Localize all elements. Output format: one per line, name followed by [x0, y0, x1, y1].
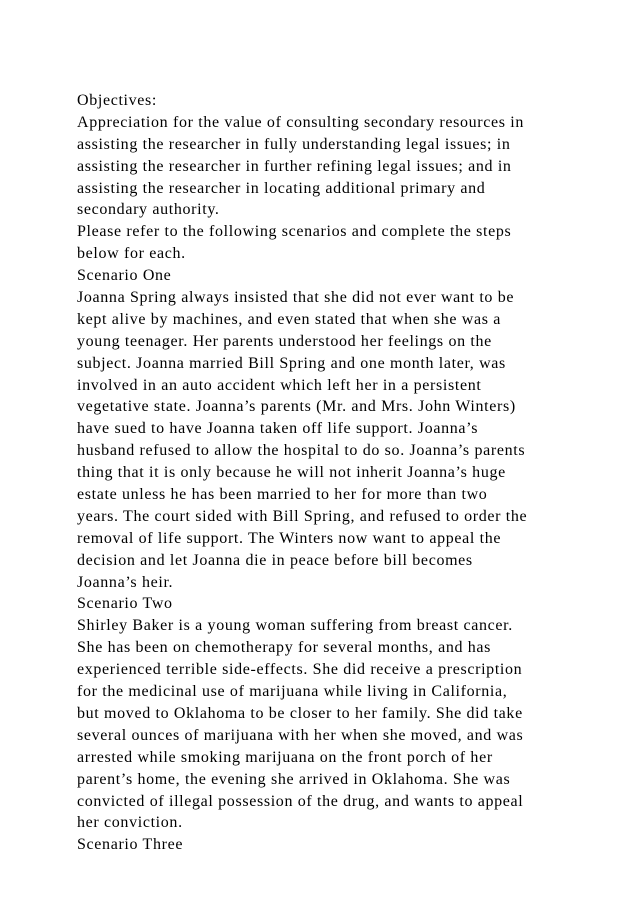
text-line: young teenager. Her parents understood her feelings on the	[77, 332, 492, 350]
text-line: Joanna Spring always insisted that she did not ever want to be	[77, 289, 515, 307]
text-line: for the medicinal use of marijuana while living in California,	[77, 683, 508, 701]
text-line: She has been on chemotherapy for several months, and has	[77, 639, 492, 657]
text-line: Shirley Baker is a young woman suffering from breast cancer.	[77, 617, 513, 635]
text-line: removal of life support. The Winters now want to appeal the	[77, 529, 502, 547]
text-line: experienced terrible side-effects. She did receive a prescription	[77, 661, 523, 679]
text-line: husband refused to allow the hospital to do so. Joanna’s parents	[77, 442, 526, 460]
text-line: kept alive by machines, and even stated that when she was a	[77, 310, 501, 328]
text-line: subject. Joanna married Bill Spring and one month later, was	[77, 354, 506, 372]
document-body	[77, 90, 617, 856]
text-line: Please refer to the following scenarios and complete the steps	[77, 223, 512, 241]
text-line: vegetative state. Joanna’s parents (Mr. and Mrs. John Winters)	[77, 398, 516, 416]
text-line: arrested while smoking marijuana on the front porch of her	[77, 748, 493, 766]
text-line: convicted of illegal possession of the drug, and wants to appeal	[77, 792, 524, 810]
text-line: Joanna’s heir.	[77, 573, 174, 591]
text-line: years. The court sided with Bill Spring, and refused to order the	[77, 507, 528, 525]
text-line: several ounces of marijuana with her when she moved, and was	[77, 726, 524, 744]
text-line: below for each.	[77, 245, 186, 263]
scenario-two-heading: Scenario Two	[77, 595, 173, 613]
text-line: thing that it is only because he will not inherit Joanna’s huge	[77, 464, 506, 482]
text-line: her conviction.	[77, 814, 183, 832]
text-line: assisting the researcher in locating additional primary and	[77, 179, 486, 197]
text-line: assisting the researcher in fully understanding legal issues; in	[77, 135, 511, 153]
text-line: parent’s home, the evening she arrived in Oklahoma. She was	[77, 770, 511, 788]
text-line: estate unless he has been married to her for more than two	[77, 486, 488, 504]
text-line: decision and let Joanna die in peace before bill becomes	[77, 551, 473, 569]
text-line: assisting the researcher in further refining legal issues; and in	[77, 157, 512, 175]
text-line: but moved to Oklahoma to be closer to her family. She did take	[77, 704, 523, 722]
scenario-one-heading: Scenario One	[77, 267, 172, 285]
text-line: Appreciation for the value of consulting secondary resources in	[77, 113, 525, 131]
objectives-heading: Objectives:	[77, 92, 158, 109]
text-line: involved in an auto accident which left her in a persistent	[77, 376, 482, 394]
text-line: secondary authority.	[77, 201, 220, 219]
scenario-three-heading: Scenario Three	[77, 836, 184, 854]
text-line: have sued to have Joanna taken off life support. Joanna’s	[77, 420, 479, 438]
